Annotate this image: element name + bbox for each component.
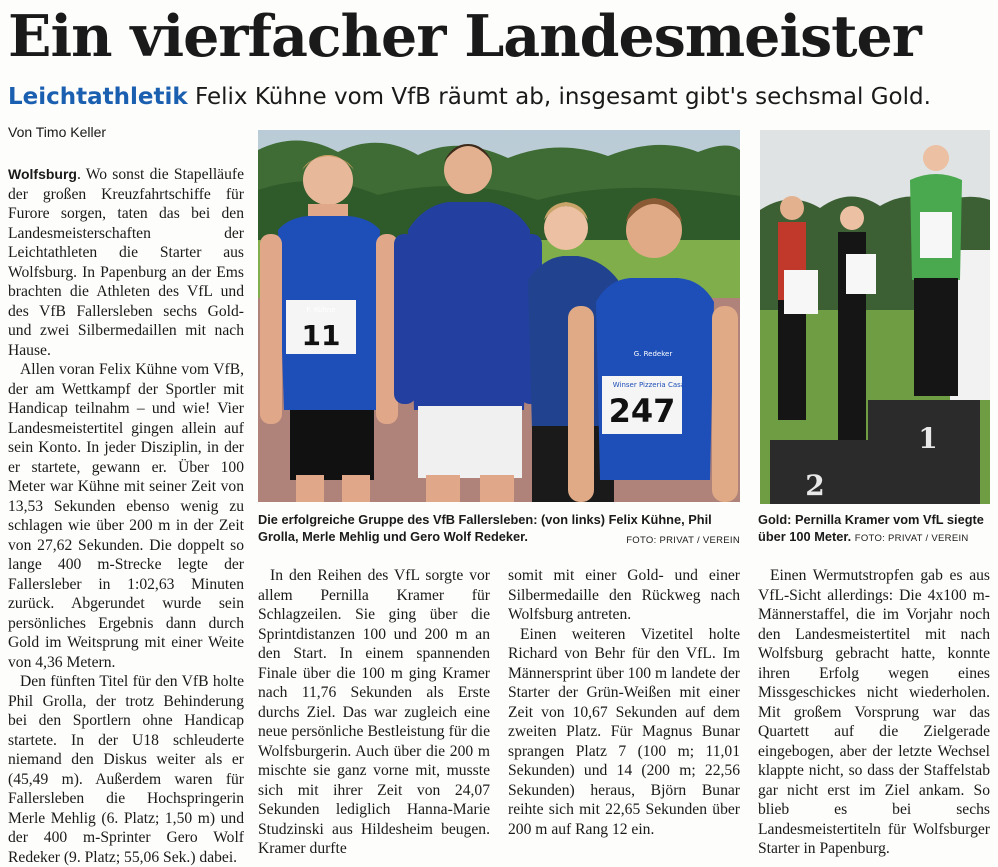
caption-text: Die erfolgreiche Gruppe des VfB Fallersleben: (von links) Felix Kühne, Phil Grolla, Merle Mehlig und Gero Wolf Redeker. — [258, 512, 712, 544]
photo-credit: FOTO: PRIVAT / VEREIN — [626, 535, 740, 546]
paragraph — [8, 165, 244, 360]
subheadline-text: Felix Kühne vom VfB räumt ab, insgesamt gibt's sechsmal Gold. — [195, 84, 931, 110]
bib-sponsor: Winser Pizzeria Casa Bar — [612, 381, 700, 389]
podium-number-1: 1 — [918, 422, 938, 455]
podium-photo-illustration — [760, 130, 990, 504]
paragraph: Einen weiteren Vizetitel holte Richard von Behr für den VfL. Im Männersprint über 100 m landete der Starter der Grün-Weißen mit einer Zeit von 10,67 Sekunden auf dem zweiten Platz. Für Magnus Bunar sprangen Platz 7 (100 m; 11,01 Sekunden) und 14 (200 m; 22,56 Sekunden) heraus, Björn Bunar reihte sich mit 22,65 Sekunden über 200 m auf Rang 12 ein. — [508, 625, 740, 838]
podium-number-2: 2 — [805, 469, 825, 502]
podium-photo-caption — [758, 511, 990, 547]
subheadline — [8, 82, 931, 112]
group-photo — [258, 130, 740, 502]
paragraph: Einen Wermutstropfen gab es aus VfL-Sicht allerdings: Die 4x100 m-Männerstaffel, die im Vorjahr noch den Landesmeistertitel mit nach Wolfsburg gebracht hatte, konnte ihren Erfolg wegen eines Missgeschickes nicht wiederholen. Mit großem Vorsprung war das Quartett auf die Zielgerade eingebogen, aber der letzte Wechsel klappte nicht, so dass der Staffelstab gar nicht erst im Ziel ankam. So blieb es bei sechs Landesmeistertiteln für Wolfsburger Starter in Papenburg. — [758, 567, 990, 857]
photo-credit: FOTO: PRIVAT / VEREIN — [854, 533, 969, 544]
article-column-4 — [758, 566, 990, 859]
dateline: Wolfsburg — [8, 166, 77, 182]
paragraph: somit mit einer Gold- und einer Silbermedaille den Rückweg nach Wolfsburg antreten. — [508, 567, 740, 623]
article-column-3 — [508, 566, 740, 839]
paragraph: Den fünften Titel für den VfB holte Phil Grolla, der trotz Behinderung bei den Sportlern ohne Handicap startete. In der U18 schleuderte niemand den Diskus weiter als er (45,49 m). Außerdem waren für Fallersleben die Hochspringerin Merle Mehlig (6. Platz; 1,50 m) und der 400 m-Sprinter Gero Wolf Redeker (9. Platz; 55,06 Sek.) dabei. — [8, 673, 244, 866]
bib-number-right: 247 — [608, 392, 676, 430]
bib-number-left: 11 — [301, 319, 341, 352]
athlete-gold — [910, 145, 962, 396]
kicker: Leichtathletik — [8, 84, 188, 110]
caption-text: Gold: Pernilla Kramer vom VfL siegte über 100 Meter. — [758, 512, 984, 544]
group-photo-illustration — [258, 130, 740, 502]
paragraph: Allen voran Felix Kühne vom VfB, der am Wettkampf der Sportler mit Handicap teilnahm – und wie! Vier Landesmeistertitel gingen allein auf sein Konto. In jeder Disziplin, in der er startete, gewann er. Über 100 Meter war Kühne mit seiner Zeit von 13,53 Sekunden ebenso wenig zu schlagen wie über 200 m in der Zeit von 27,62 Sekunden. Die doppelt so lange 400 m-Strecke legte der Fallersleber in 1:02,63 Minuten zurück. Abgerundet wurde sein persönliches Ergebnis dann durch Gold im Weitsprung mit einer Weite von 4,36 Metern. — [8, 361, 244, 671]
byline: Von Timo Keller — [8, 124, 107, 140]
article-column-2 — [258, 566, 490, 859]
bib-name-right: G. Redeker — [633, 350, 673, 358]
headline: Ein vierfacher Landesmeister — [8, 3, 921, 70]
group-photo-caption — [258, 511, 740, 549]
article-column-1 — [8, 165, 244, 867]
paragraph: In den Reihen des VfL sorgte vor allem Pernilla Kramer für Schlagzeilen. Sie ging über die Sprintdistanzen 100 und 200 m an den Start. In einem spannenden Finale über die 100 m ging Kramer nach 11,76 Sekunden als Erste durchs Ziel. Das war zugleich eine neue persönliche Bestleistung für die Wolfsburgerin. Auch über die 200 m mischte sie ganz vorne mit, musste sich mit ihrer Zeit von 24,07 Sekunden lediglich Hanna-Marie Studzinski aus Hildesheim beugen. Kramer durfte — [258, 567, 490, 857]
podium-photo — [760, 130, 990, 504]
bib-name-left: F. Kühne — [306, 306, 336, 314]
paragraph-text: . Wo sonst die Stapelläufe der großen Kreuzfahrtschiffe für Furore sorgen, taten das bei den Landesmeisterschaften der Leichtathleten die Starter aus Wolfsburg. In Papenburg an der Ems brachten die Athleten des VfL und des VfB Fallersleben sechs Gold- und zwei Silbermedaillen mit nach Hause. — [8, 166, 244, 359]
